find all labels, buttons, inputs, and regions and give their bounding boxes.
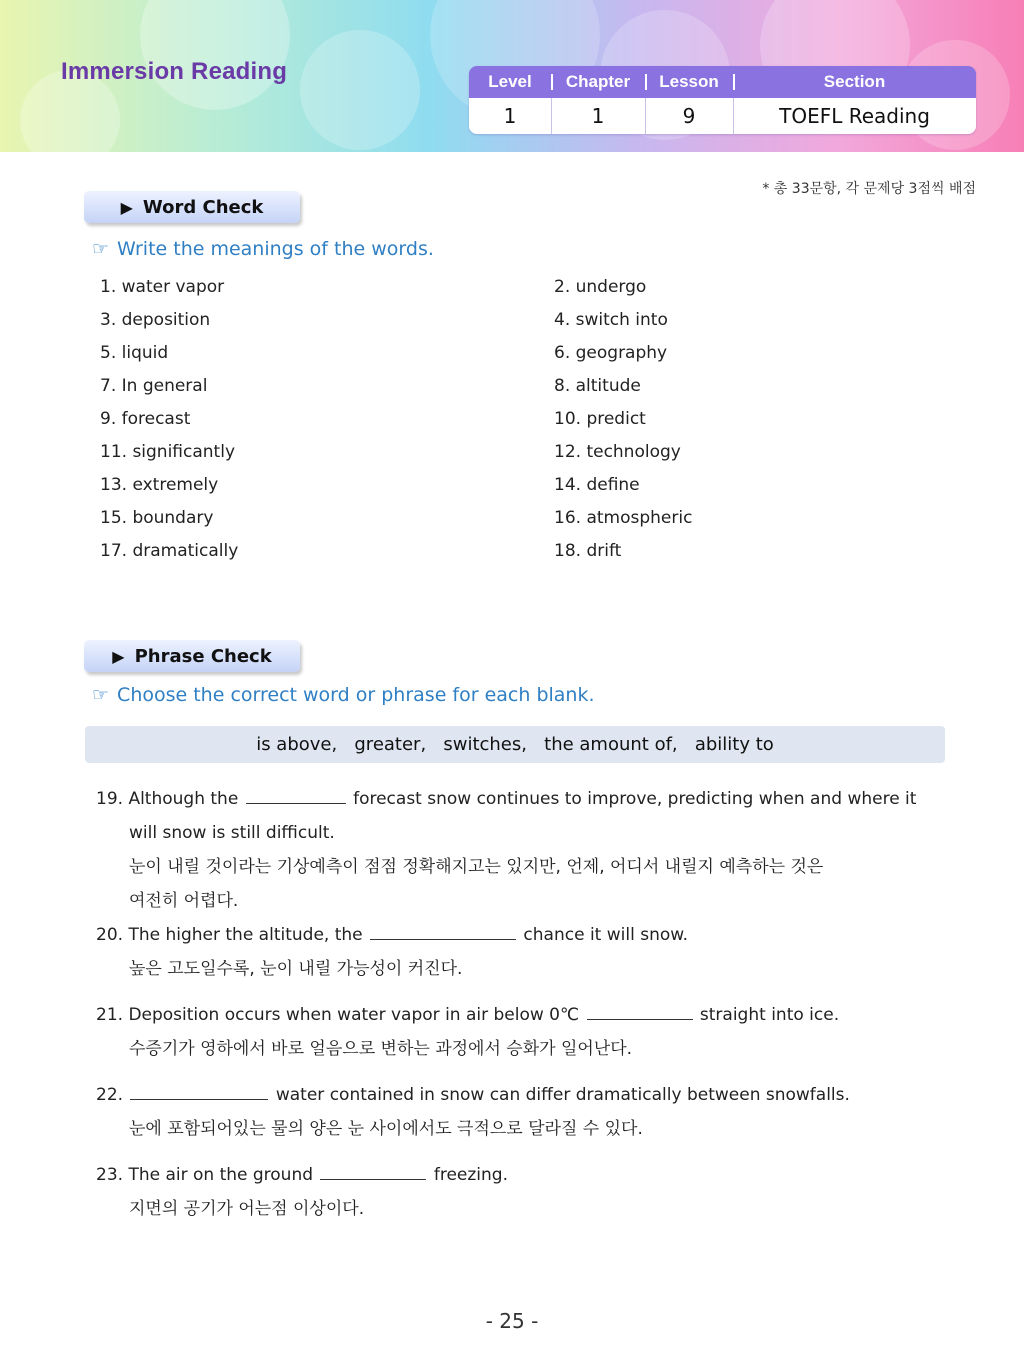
header-title: Immersion Reading — [61, 58, 288, 85]
word-check-instruction — [92, 238, 434, 260]
header-banner — [0, 0, 1024, 152]
word-item: 18. drift — [554, 541, 622, 561]
question-23-line — [96, 1158, 936, 1192]
question-20 — [96, 918, 936, 986]
word-item: 13. extremely — [100, 475, 219, 495]
answer-blank — [587, 1005, 693, 1020]
question-20-korean: 높은 고도일수록, 눈이 내릴 가능성이 커진다. — [129, 959, 463, 979]
question-19-text-after: forecast snow continues to improve, predicting when and where it — [353, 789, 917, 809]
play-triangle-icon: ▶ — [120, 197, 133, 217]
level-value: 1 — [503, 104, 517, 128]
phrase-check-label: Phrase Check — [134, 645, 272, 667]
score-note: * 총 33문항, 각 문제당 3점씩 배점 — [762, 181, 976, 197]
phrase-check-badge — [84, 640, 300, 672]
section-column-header: Section — [733, 66, 976, 98]
question-19-korean-line-1: 눈이 내릴 것이라는 기상예측이 점점 정확해지고는 있지만, 언제, 어디서 내릴지 예측하는 것은 — [129, 857, 824, 877]
word-item: 3. deposition — [100, 310, 211, 330]
question-21-line — [96, 998, 936, 1032]
word-item: 2. undergo — [554, 277, 647, 297]
question-22-text-before: 22. — [96, 1085, 124, 1105]
word-item: 4. switch into — [554, 310, 668, 330]
question-19-continuation: will snow is still difficult. — [129, 823, 335, 843]
level-column-header: Level — [488, 72, 532, 91]
word-check-label: Word Check — [142, 196, 264, 218]
page-number: - 25 - — [485, 1309, 539, 1333]
lesson-value: 9 — [645, 98, 733, 134]
question-22-text-after: water contained in snow can differ dramatically between snowfalls. — [275, 1085, 850, 1105]
chapter-column-header: Chapter — [551, 66, 645, 98]
question-21-text-before: 21. Deposition occurs when water vapor in air below 0℃ — [96, 1005, 580, 1025]
question-22 — [96, 1078, 936, 1146]
question-20-line — [96, 918, 936, 952]
word-check-badge — [84, 191, 300, 223]
question-21-korean: 수증기가 영하에서 바로 얼음으로 변하는 과정에서 승화가 일어난다. — [129, 1039, 633, 1059]
word-item: 1. water vapor — [100, 277, 225, 297]
word-item: 8. altitude — [554, 376, 641, 396]
section-value: TOEFL Reading — [733, 98, 976, 134]
phrase-check-instruction — [92, 684, 595, 706]
question-23-korean: 지면의 공기가 어는점 이상이다. — [129, 1199, 365, 1219]
chapter-value: 1 — [551, 98, 645, 134]
question-19 — [96, 782, 936, 918]
answer-blank — [370, 925, 516, 940]
word-item: 10. predict — [554, 409, 646, 429]
word-bank: is above, greater, switches, the amount of, ability to — [85, 726, 945, 763]
word-item: 6. geography — [554, 343, 668, 363]
question-21-text-after: straight into ice. — [699, 1005, 840, 1025]
question-19-line — [96, 782, 936, 816]
lesson-info-header-row — [469, 66, 976, 98]
decorative-bubble — [140, 0, 290, 110]
word-item: 14. define — [554, 475, 640, 495]
question-22-korean: 눈에 포함되어있는 물의 양은 눈 사이에서도 극적으로 달라질 수 있다. — [129, 1119, 643, 1139]
decorative-bubble — [300, 30, 420, 150]
question-20-text-before: 20. The higher the altitude, the — [96, 925, 363, 945]
word-item: 15. boundary — [100, 508, 214, 528]
word-item: 9. forecast — [100, 409, 191, 429]
question-23-text-after: freezing. — [433, 1165, 508, 1185]
question-23 — [96, 1158, 936, 1226]
word-check-instruction-text: Write the meanings of the words. — [117, 238, 434, 260]
lesson-info-value-row — [469, 98, 976, 134]
word-item: 11. significantly — [100, 442, 236, 462]
question-23-text-before: 23. The air on the ground — [96, 1165, 314, 1185]
word-item: 5. liquid — [100, 343, 169, 363]
lesson-info-table — [469, 66, 976, 134]
answer-blank — [246, 789, 346, 804]
question-19-korean-line-2: 여전히 어렵다. — [129, 891, 239, 911]
word-list — [100, 277, 920, 574]
pointing-hand-icon: ☞ — [92, 684, 110, 706]
question-22-line — [96, 1078, 936, 1112]
word-item: 17. dramatically — [100, 541, 239, 561]
pointing-hand-icon: ☞ — [92, 238, 110, 260]
answer-blank — [130, 1085, 268, 1100]
word-item: 7. In general — [100, 376, 208, 396]
lesson-column-header: Lesson — [645, 66, 733, 98]
word-item: 12. technology — [554, 442, 681, 462]
question-21 — [96, 998, 936, 1066]
phrase-check-instruction-text: Choose the correct word or phrase for each blank. — [117, 684, 595, 706]
answer-blank — [320, 1165, 426, 1180]
word-item: 16. atmospheric — [554, 508, 693, 528]
question-19-text-before: 19. Although the — [96, 789, 239, 809]
question-20-text-after: chance it will snow. — [523, 925, 688, 945]
play-triangle-icon: ▶ — [112, 646, 125, 666]
